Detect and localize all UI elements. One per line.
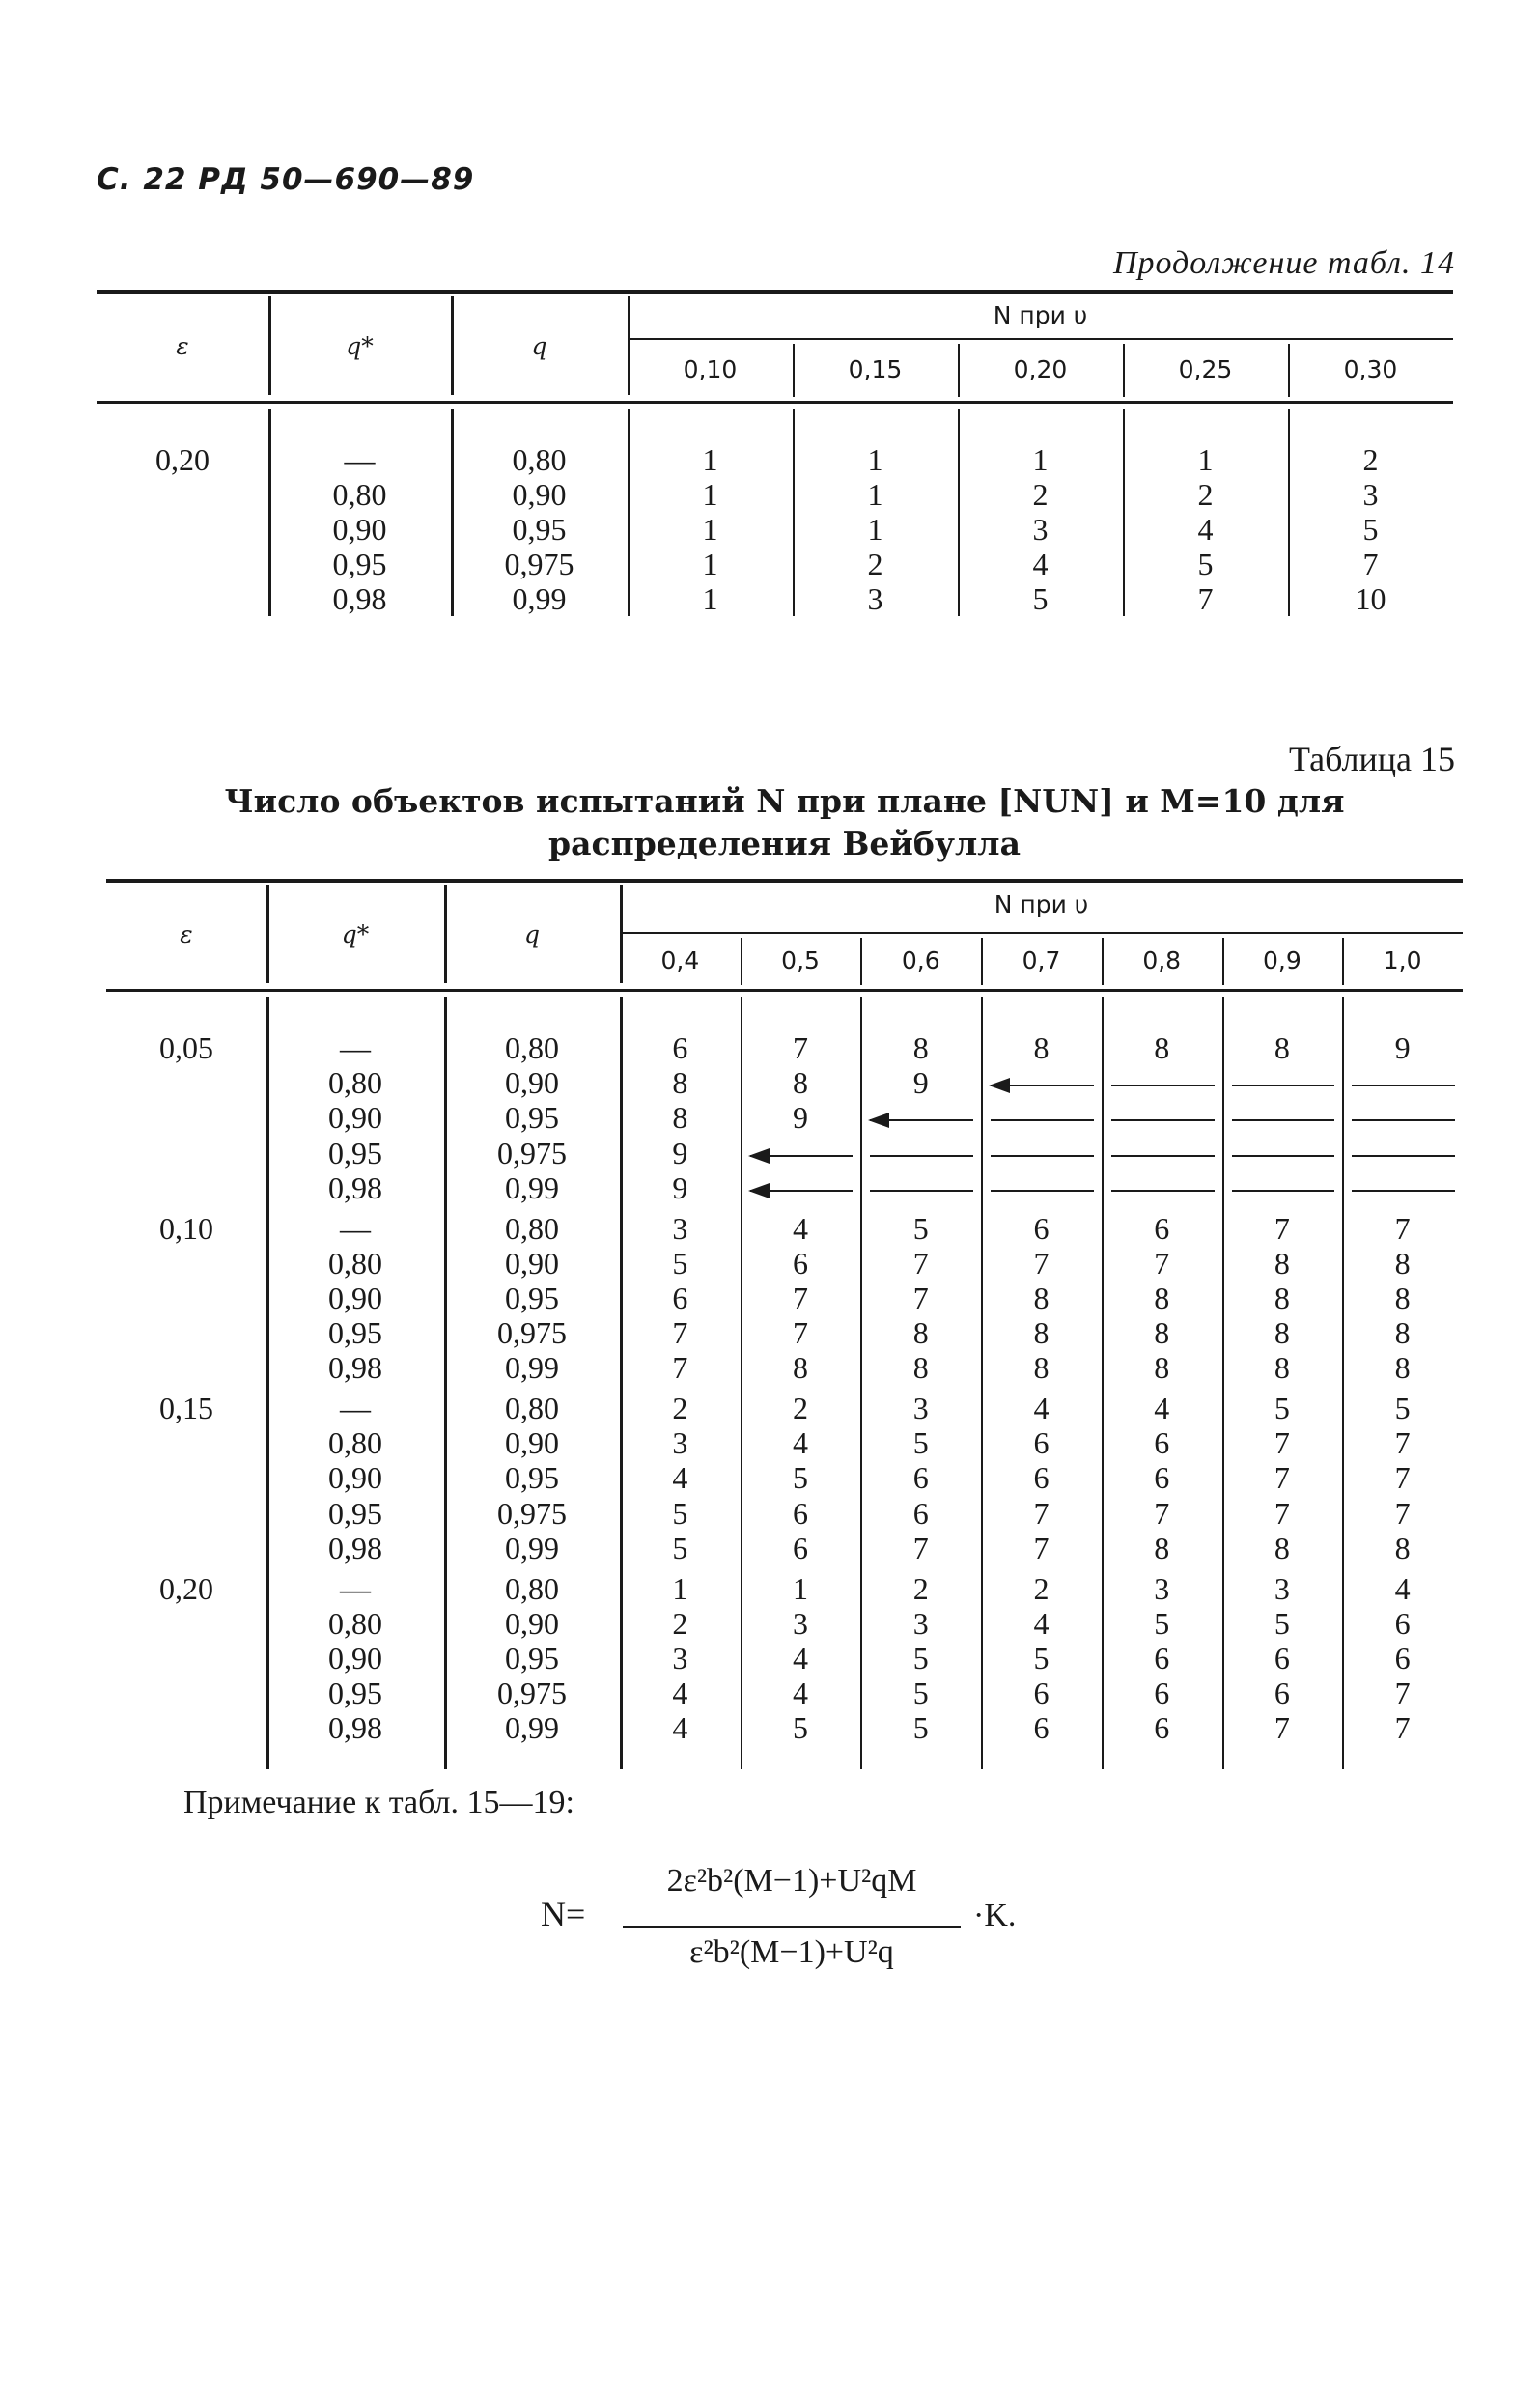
table15-value: 2 (1033, 1570, 1050, 1606)
table15-dash-mark (1352, 1189, 1455, 1193)
table15-value: 7 (1394, 1710, 1411, 1746)
table14-q-value: 0,975 (504, 547, 574, 581)
table15-qstar-value: 0,80 (328, 1605, 382, 1641)
arrow-line (1352, 1155, 1455, 1157)
page-header: С. 22 РД 50—690—89 (97, 162, 475, 197)
table15-v-col: 0,8 (1142, 945, 1182, 974)
table15-qstar-value: — (340, 1030, 371, 1065)
table14-value: 1 (867, 512, 883, 547)
table15-value: 3 (672, 1210, 688, 1246)
table15-value: 7 (1394, 1210, 1411, 1246)
table15-value: 6 (672, 1280, 688, 1315)
table15-value: 4 (793, 1425, 809, 1461)
table15-value: 8 (1033, 1030, 1050, 1065)
table14-v-col: 0,25 (1178, 354, 1233, 383)
table15-col-q: q (523, 920, 540, 948)
table15-value: 8 (1154, 1030, 1170, 1065)
table15-value: 3 (672, 1425, 688, 1461)
table14-q-value: 0,90 (512, 477, 567, 512)
table14-v-col: 0,15 (848, 354, 903, 383)
table14-value: 1 (702, 512, 718, 547)
table15-value: 1 (672, 1570, 688, 1606)
arrow-line (991, 1190, 1094, 1192)
table15-dash-mark (1111, 1189, 1215, 1193)
table14-header-rule (97, 401, 1453, 404)
table15-qstar-value: 0,80 (328, 1245, 382, 1281)
table15-value: 8 (1154, 1315, 1170, 1351)
table15-q-value: 0,99 (505, 1169, 559, 1205)
table14-value: 1 (867, 477, 883, 512)
arrow-line (1232, 1155, 1335, 1157)
table15-value: 7 (1394, 1676, 1411, 1711)
table14-top-rule (97, 290, 1453, 294)
table15-value: 8 (1394, 1350, 1411, 1386)
table14-group-rule (628, 338, 1453, 340)
table15-v-col: 0,7 (1022, 945, 1061, 974)
table15-q-value: 0,99 (505, 1530, 559, 1565)
table15-arrow-mark (750, 1189, 854, 1193)
table15-group-label: N при υ (994, 890, 1089, 918)
table15-value: 5 (912, 1710, 929, 1746)
table15-qstar-value: 0,98 (328, 1350, 382, 1386)
table15-value: 8 (1394, 1315, 1411, 1351)
table15-q-value: 0,90 (505, 1425, 559, 1461)
table15-value: 7 (1274, 1425, 1290, 1461)
table15-dash-mark (991, 1189, 1094, 1193)
table14-value: 1 (702, 547, 718, 581)
table15-value: 6 (1394, 1640, 1411, 1676)
arrow-line (991, 1119, 1094, 1121)
table15-value: 5 (912, 1640, 929, 1676)
table15-value: 6 (1154, 1676, 1170, 1711)
table15-dash-mark (1111, 1118, 1215, 1122)
table15-dash-mark (1352, 1084, 1455, 1087)
table15-value: 7 (1154, 1495, 1170, 1531)
table15-q-value: 0,95 (505, 1640, 559, 1676)
arrow-line (1352, 1085, 1455, 1086)
table14-value: 3 (1032, 512, 1049, 547)
table15-value: 8 (672, 1100, 688, 1136)
table15-value: 6 (1274, 1640, 1290, 1676)
table15-q-value: 0,95 (505, 1460, 559, 1496)
arrow-left-icon (868, 1113, 889, 1128)
table15-value: 5 (912, 1676, 929, 1711)
arrow-left-icon (748, 1148, 770, 1164)
table15-qstar-value: 0,95 (328, 1135, 382, 1170)
table15-value: 6 (1033, 1710, 1050, 1746)
table15-eps-value: 0,15 (159, 1391, 213, 1425)
table15-value: 7 (1274, 1495, 1290, 1531)
table14-value: 1 (702, 581, 718, 616)
table15-qstar-value: 0,90 (328, 1100, 382, 1136)
table15-value: 6 (1154, 1710, 1170, 1746)
table15-value: 7 (793, 1315, 809, 1351)
table14-value: 1 (1032, 442, 1049, 477)
table14-col-q: q (531, 331, 547, 360)
table15-value: 3 (672, 1640, 688, 1676)
table15-value: 2 (793, 1391, 809, 1425)
table15-value: 7 (1154, 1245, 1170, 1281)
table15-value: 8 (912, 1350, 929, 1386)
table15-value: 5 (793, 1460, 809, 1496)
table14-qstar-value: 0,80 (332, 477, 387, 512)
arrow-line (991, 1155, 1094, 1157)
table14-value: 1 (1197, 442, 1214, 477)
table14-v-col: 0,30 (1343, 354, 1398, 383)
table15-q-value: 0,90 (505, 1065, 559, 1101)
table15-label: Таблица 15 (1289, 740, 1455, 778)
table15-qstar-value: 0,98 (328, 1169, 382, 1205)
arrow-left-icon (989, 1078, 1010, 1093)
table15-value: 7 (793, 1280, 809, 1315)
table15-value: 4 (672, 1676, 688, 1711)
table14-value: 1 (867, 442, 883, 477)
table14-col-qstar: q* (346, 331, 374, 360)
table14-caption: Продолжение табл. 14 (1112, 245, 1455, 281)
table15-value: 6 (1154, 1640, 1170, 1676)
table15-value: 6 (793, 1495, 809, 1531)
table15-value: 8 (1274, 1245, 1290, 1281)
table15-dash-mark (870, 1154, 973, 1158)
table15-group-rule (620, 932, 1463, 934)
table14-q-value: 0,95 (512, 512, 567, 547)
table15-value: 4 (1033, 1391, 1050, 1425)
table15-value: 5 (912, 1425, 929, 1461)
table15-value: 8 (1154, 1530, 1170, 1565)
table15-q-value: 0,975 (497, 1676, 567, 1711)
table15-value: 7 (672, 1350, 688, 1386)
table15-value: 6 (912, 1495, 929, 1531)
table15-value: 8 (1394, 1530, 1411, 1565)
arrow-line (1232, 1119, 1335, 1121)
table15-col-eps: ε (180, 920, 193, 948)
table15-value: 7 (793, 1030, 809, 1065)
table15-value: 9 (672, 1169, 688, 1205)
table15-q-value: 0,99 (505, 1710, 559, 1746)
formula-lhs: N= (541, 1895, 586, 1933)
table15-value: 3 (793, 1605, 809, 1641)
table15-q-value: 0,80 (505, 1210, 559, 1246)
table15-q-value: 0,80 (505, 1391, 559, 1425)
table15-arrow-mark (750, 1154, 854, 1158)
table15-col-qstar: q* (341, 920, 370, 948)
table15-value: 8 (1274, 1280, 1290, 1315)
table15-value: 7 (1394, 1460, 1411, 1496)
formula-numerator: 2ε²b²(M−1)+U²qM (666, 1863, 917, 1899)
table15-value: 5 (672, 1245, 688, 1281)
table15-qstar-value: — (340, 1570, 371, 1606)
table15-value: 5 (1154, 1605, 1170, 1641)
table15-value: 8 (1033, 1315, 1050, 1351)
table14-qstar-value: 0,98 (332, 581, 387, 616)
formula-rhs: ·K. (973, 1898, 1017, 1933)
table14-qstar-value: 0,90 (332, 512, 387, 547)
table15-qstar-value: — (340, 1210, 371, 1246)
arrow-line (1111, 1119, 1215, 1121)
table15-value: 7 (912, 1530, 929, 1565)
table15-v-col: 0,9 (1263, 945, 1302, 974)
table14-col-eps: ε (176, 331, 189, 360)
table15-dash-mark (991, 1154, 1094, 1158)
table15-value: 8 (1274, 1350, 1290, 1386)
table14-value: 3 (867, 581, 883, 616)
table15-value: 6 (1154, 1210, 1170, 1246)
table15-value: 1 (793, 1570, 809, 1606)
table15-value: 8 (1394, 1245, 1411, 1281)
table15-eps-value: 0,10 (159, 1210, 213, 1246)
table15-value: 6 (1154, 1460, 1170, 1496)
table14-q-value: 0,80 (512, 442, 567, 477)
table15-value: 3 (912, 1605, 929, 1641)
table15-q-value: 0,90 (505, 1605, 559, 1641)
table15-value: 8 (912, 1315, 929, 1351)
table15-value: 7 (672, 1315, 688, 1351)
table15-value: 5 (1033, 1640, 1050, 1676)
table15-value: 8 (793, 1350, 809, 1386)
table14-value: 10 (1355, 581, 1386, 616)
table15-q-value: 0,975 (497, 1135, 567, 1170)
arrow-line (1111, 1155, 1215, 1157)
table15-qstar-value: 0,80 (328, 1065, 382, 1101)
table15-q-value: 0,90 (505, 1245, 559, 1281)
table15-dash-mark (1232, 1118, 1335, 1122)
table15-value: 3 (1274, 1570, 1290, 1606)
table15-value: 8 (1033, 1350, 1050, 1386)
table15-qstar-value: 0,90 (328, 1640, 382, 1676)
table15-arrow-mark (870, 1118, 973, 1122)
table14-qstar-value: 0,95 (332, 547, 387, 581)
formula-denominator: ε²b²(M−1)+U²q (689, 1934, 894, 1970)
formula (541, 1849, 1081, 1985)
table14-value: 4 (1197, 512, 1214, 547)
arrow-line (870, 1155, 973, 1157)
table15-title: Число объектов испытаний N при плане [NUN] и M=10 для распределения Вейбулла (224, 782, 1345, 862)
table14-value: 2 (1032, 477, 1049, 512)
table15-value: 3 (1154, 1570, 1170, 1606)
table15-q-value: 0,80 (505, 1030, 559, 1065)
arrow-left-icon (748, 1183, 770, 1198)
table15-dash-mark (1352, 1118, 1455, 1122)
table15-value: 2 (672, 1605, 688, 1641)
table15-value: 8 (672, 1065, 688, 1101)
table14-value: 5 (1032, 581, 1049, 616)
table15-q-value: 0,80 (505, 1570, 559, 1606)
table15-value: 6 (912, 1460, 929, 1496)
table15-qstar-value: 0,90 (328, 1460, 382, 1496)
table15-value: 5 (1274, 1605, 1290, 1641)
table15-q-value: 0,975 (497, 1495, 567, 1531)
table15-value: 4 (793, 1640, 809, 1676)
table15-v-col: 1,0 (1383, 945, 1422, 974)
table15-value: 9 (1394, 1030, 1411, 1065)
table14-eps-value: 0,20 (155, 442, 210, 477)
arrow-line (1352, 1119, 1455, 1121)
table15-dash-mark (1111, 1084, 1215, 1087)
table14-value: 7 (1197, 581, 1214, 616)
table15-value: 7 (1394, 1495, 1411, 1531)
table15-value: 5 (1394, 1391, 1411, 1425)
table15-q-value: 0,99 (505, 1350, 559, 1386)
table15-value: 8 (1394, 1280, 1411, 1315)
table15-value: 6 (1394, 1605, 1411, 1641)
table15-qstar-value: 0,95 (328, 1495, 382, 1531)
table15-eps-value: 0,20 (159, 1570, 213, 1606)
table15-header-rule (106, 989, 1463, 992)
table15-value: 9 (672, 1135, 688, 1170)
table15-value: 6 (1033, 1210, 1050, 1246)
table15-value: 6 (1154, 1425, 1170, 1461)
table15-value: 3 (912, 1391, 929, 1425)
table14-value: 3 (1362, 477, 1379, 512)
table15-value: 8 (1274, 1530, 1290, 1565)
table15-dash-mark (1111, 1154, 1215, 1158)
table15-value: 6 (793, 1245, 809, 1281)
arrow-line (870, 1190, 973, 1192)
arrow-line (1111, 1190, 1215, 1192)
table15-value: 5 (912, 1210, 929, 1246)
table14-value: 2 (1197, 477, 1214, 512)
table15-value: 6 (793, 1530, 809, 1565)
table15-dash-mark (991, 1118, 1094, 1122)
table14-value: 2 (867, 547, 883, 581)
table15-dash-mark (870, 1189, 973, 1193)
table15-q-value: 0,95 (505, 1100, 559, 1136)
table14-value: 1 (702, 442, 718, 477)
table14-value: 1 (702, 477, 718, 512)
arrow-line (1232, 1085, 1335, 1086)
table15-qstar-value: 0,80 (328, 1425, 382, 1461)
table15-value: 7 (912, 1280, 929, 1315)
table15-qstar-value: — (340, 1391, 371, 1425)
table15-qstar-value: 0,98 (328, 1530, 382, 1565)
table15-value: 8 (793, 1065, 809, 1101)
table15-eps-value: 0,05 (159, 1030, 213, 1065)
table15-value: 7 (1033, 1530, 1050, 1565)
table15-value: 7 (1274, 1710, 1290, 1746)
table15-v-col: 0,6 (901, 945, 940, 974)
arrow-line (1352, 1190, 1455, 1192)
table15-value: 7 (912, 1245, 929, 1281)
table15-qstar-value: 0,90 (328, 1280, 382, 1315)
table15-qstar-value: 0,95 (328, 1676, 382, 1711)
table14-value: 4 (1032, 547, 1049, 581)
table15-value: 9 (793, 1100, 809, 1136)
note-label: Примечание к табл. 15—19: (183, 1785, 574, 1820)
table15-value: 7 (1033, 1495, 1050, 1531)
table14-v-col: 0,10 (683, 354, 738, 383)
table15-value: 4 (1033, 1605, 1050, 1641)
table15-value: 5 (672, 1495, 688, 1531)
table14-qstar-value: — (344, 442, 376, 477)
table15-q-value: 0,95 (505, 1280, 559, 1315)
table14-value: 2 (1362, 442, 1379, 477)
table15-value: 6 (1033, 1460, 1050, 1496)
table15-value: 5 (672, 1530, 688, 1565)
table15-value: 4 (793, 1210, 809, 1246)
table15-value: 4 (1394, 1570, 1411, 1606)
table15-value: 8 (1154, 1280, 1170, 1315)
table15-qstar-value: 0,95 (328, 1315, 382, 1351)
table15-value: 5 (1274, 1391, 1290, 1425)
table15-value: 8 (912, 1030, 929, 1065)
table15-value: 4 (793, 1676, 809, 1711)
table14-value: 5 (1362, 512, 1379, 547)
table15-top-rule (106, 879, 1463, 883)
table14-value: 5 (1197, 547, 1214, 581)
table15-dash-mark (1232, 1189, 1335, 1193)
table15-qstar-value: 0,98 (328, 1710, 382, 1746)
arrow-line (1111, 1085, 1215, 1086)
table14-v-col: 0,20 (1013, 354, 1068, 383)
table15-dash-mark (1232, 1084, 1335, 1087)
table15-arrow-mark (991, 1084, 1094, 1087)
table15-value: 6 (1274, 1676, 1290, 1711)
table14-group-label: N при υ (993, 301, 1088, 329)
table15-dash-mark (1352, 1154, 1455, 1158)
table15-value: 8 (1274, 1315, 1290, 1351)
table15-value: 4 (1154, 1391, 1170, 1425)
table15-v-col: 0,5 (781, 945, 820, 974)
table15-value: 6 (672, 1030, 688, 1065)
formula-fraction-line (623, 1926, 961, 1928)
table15-value: 6 (1033, 1676, 1050, 1711)
table15-value: 7 (1274, 1460, 1290, 1496)
table15-value: 7 (1274, 1210, 1290, 1246)
table15-dash-mark (1232, 1154, 1335, 1158)
table15-value: 7 (1394, 1425, 1411, 1461)
table15-value: 2 (672, 1391, 688, 1425)
table15-value: 7 (1033, 1245, 1050, 1281)
table15-value: 8 (1033, 1280, 1050, 1315)
table15-q-value: 0,975 (497, 1315, 567, 1351)
arrow-line (1232, 1190, 1335, 1192)
table15-value: 8 (1274, 1030, 1290, 1065)
table15-v-col: 0,4 (660, 945, 700, 974)
table15-value: 9 (912, 1065, 929, 1101)
table15-value: 5 (793, 1710, 809, 1746)
table14-value: 7 (1362, 547, 1379, 581)
table15-value: 4 (672, 1710, 688, 1746)
table15-value: 4 (672, 1460, 688, 1496)
table15-value: 8 (1154, 1350, 1170, 1386)
table15-value: 6 (1033, 1425, 1050, 1461)
table15-value: 2 (912, 1570, 929, 1606)
table14-q-value: 0,99 (512, 581, 567, 616)
